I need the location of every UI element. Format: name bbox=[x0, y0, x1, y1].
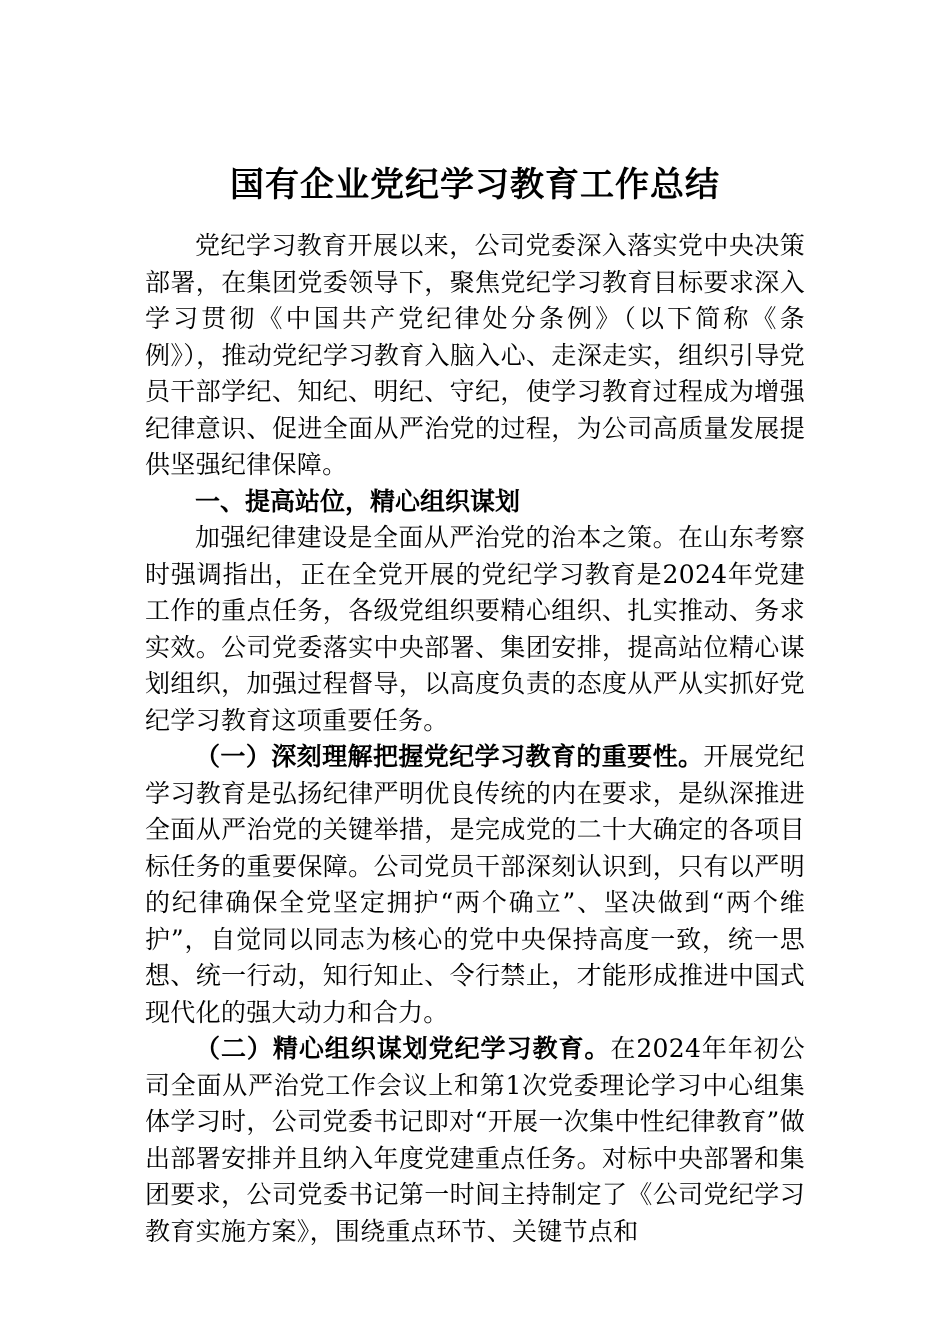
subsection-2-lead: （二）精心组织谋划党纪学习教育。 bbox=[195, 1034, 611, 1063]
subsection-1-text: 开展党纪学习教育是弘扬纪律严明优良传统的内在要求，是纵深推进全面从严治党的关键举措，是完成党的二十大确定的各项目标任务的重要保障。公司党员干部深刻认识到，只有以严明的纪律确保全党坚定拥护“两个确立”、坚决做到“两个维护”，自觉同以同志为核心的党中央保持高度一致，统一思想、统一行动，知行知止、令行禁止，才能形成推进中国式现代化的强大动力和合力。 bbox=[145, 742, 805, 1027]
document-body bbox=[145, 228, 805, 1250]
subsection-1-paragraph bbox=[145, 739, 805, 1031]
intro-paragraph: 党纪学习教育开展以来，公司党委深入落实党中央决策部署，在集团党委领导下，聚焦党纪学习教育目标要求深入学习贯彻《中国共产党纪律处分条例》（以下简称《条例》），推动党纪学习教育入脑入心、走深走实，组织引导党员干部学纪、知纪、明纪、守纪，使学习教育过程成为增强纪律意识、促进全面从严治党的过程，为公司高质量发展提供坚强纪律保障。 bbox=[145, 231, 805, 479]
subsection-1-lead: （一）深刻理解把握党纪学习教育的重要性。 bbox=[195, 742, 704, 771]
document-title: 国有企业党纪学习教育工作总结 bbox=[230, 165, 720, 205]
section-heading: 一、提高站位，精心组织谋划 bbox=[195, 486, 521, 516]
subsection-2-text: 在2024年年初公司全面从严治党工作会议上和第1次党委理论学习中心组集体学习时，公司党委书记即对“开展一次集中性纪律教育”做出部署安排并且纳入年度党建重点任务。对标中央部署和集团要求，公司党委书记第一时间主持制定了《公司党纪学习教育实施方案》，围绕重点环节、关键节点和 bbox=[145, 1034, 805, 1246]
subsection-2-paragraph bbox=[145, 1031, 805, 1250]
section-paragraph: 加强纪律建设是全面从严治党的治本之策。在山东考察时强调指出，正在全党开展的党纪学习教育是2024年党建工作的重点任务，各级党组织要精心组织、扎实推动、务求实效。公司党委落实中央部署、集团安排，提高站位精心谋划组织，加强过程督导，以高度负责的态度从严从实抓好党纪学习教育这项重要任务。 bbox=[145, 523, 805, 735]
